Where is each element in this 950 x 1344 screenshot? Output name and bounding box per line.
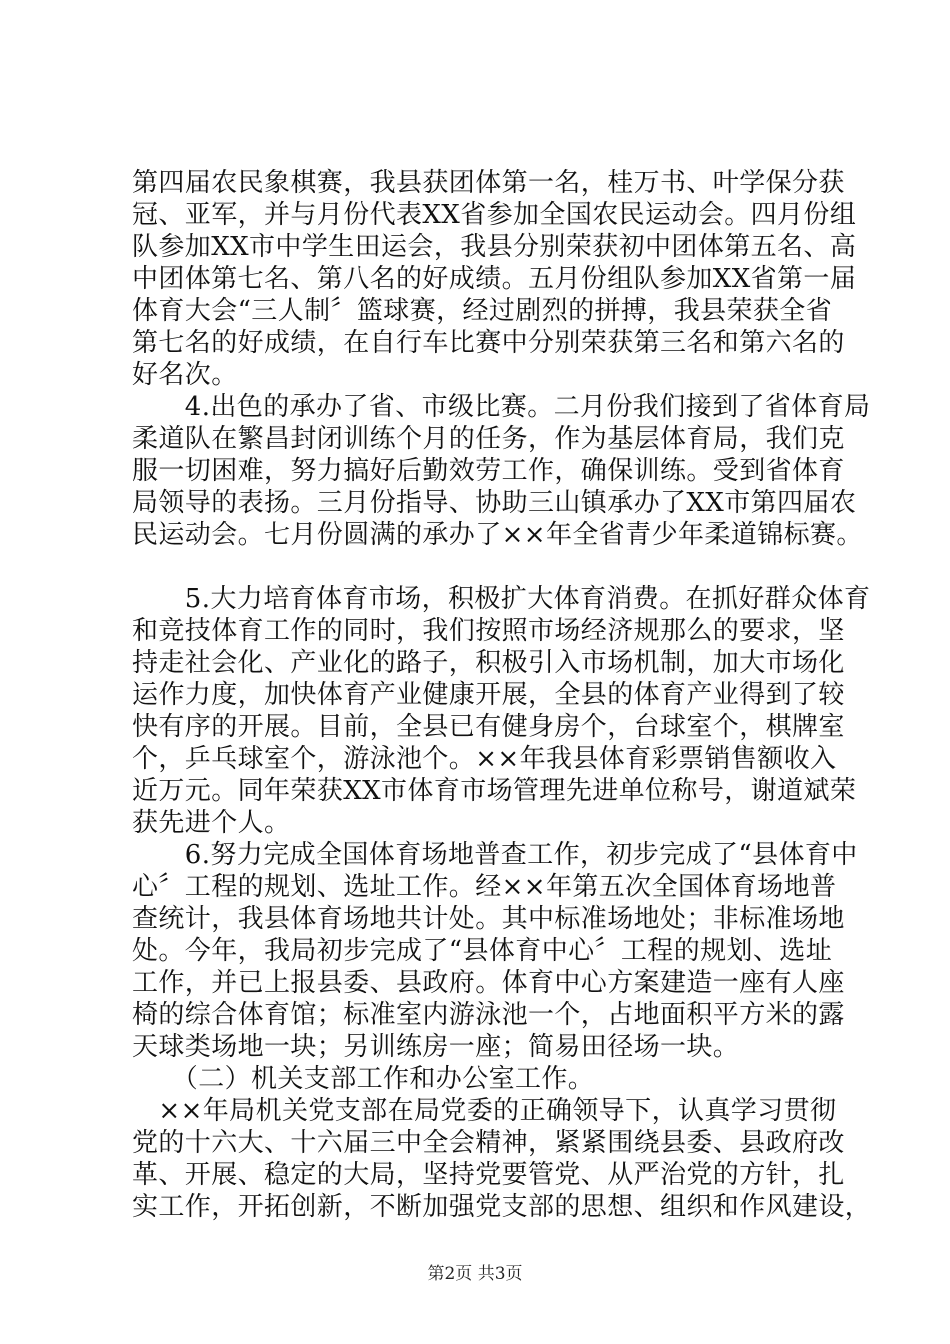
text-line: 民运动会。七月份圆满的承办了××年全省青少年柔道锦标赛。: [132, 520, 863, 550]
text-line: 中团体第七名、第八名的好成绩。五月份组队参加XX省第一届: [132, 264, 857, 294]
document-body: [132, 167, 872, 1223]
text-line: 好名次。: [132, 360, 238, 390]
text-line: 服一切困难，努力搞好后勤效劳工作，确保训练。受到省体育: [132, 456, 845, 486]
text-line: 柔道队在繁昌封闭训练个月的任务，作为基层体育局，我们克: [132, 424, 845, 454]
section-heading: （二）机关支部工作和办公室工作。: [132, 1064, 595, 1094]
text-line: 队参加XX市中学生田运会，我县分别荣获初中团体第五名、高: [132, 232, 857, 262]
text-line: 心〞工程的规划、选址工作。经××年第五次全国体育场地普: [132, 872, 837, 902]
text-line: 第七名的好成绩，在自行车比赛中分别荣获第三名和第六名的: [132, 328, 845, 358]
text-line: 查统计，我县体育场地共计处。其中标准场地处；非标准场地: [132, 904, 845, 934]
text-line: 第四届农民象棋赛，我县获团体第一名，桂万书、叶学保分获: [132, 168, 845, 198]
text-line: 革、开展、稳定的大局，坚持党要管党、从严治党的方针，扎: [132, 1160, 845, 1190]
text-line: 快有序的开展。目前，全县已有健身房个，台球室个，棋牌室: [132, 712, 845, 742]
text-line: 天球类场地一块；另训练房一座；简易田径场一块。: [132, 1032, 740, 1062]
text-line: 冠、亚军，并与月份代表XX省参加全国农民运动会。四月份组: [132, 200, 857, 230]
text-line: 运作力度，加快体育产业健康开展，全县的体育产业得到了较: [132, 680, 845, 710]
text-line: 个，乒乓球室个，游泳池个。××年我县体育彩票销售额收入: [132, 744, 837, 774]
text-line: 和竞技体育工作的同时，我们按照市场经济规那么的要求，坚: [132, 616, 845, 646]
page-number-footer: 第2页 共3页: [427, 1264, 523, 1284]
text-line: 实工作，开拓创新，不断加强党支部的思想、组织和作风建设，: [132, 1192, 872, 1222]
text-line: 椅的综合体育馆；标准室内游泳池一个，占地面积平方米的露: [132, 1000, 845, 1030]
text-line: 5.大力培育体育市场，积极扩大体育消费。在抓好群众体育: [132, 584, 871, 614]
text-line: 持走社会化、产业化的路子，积极引入市场机制，加大市场化: [132, 648, 845, 678]
text-line: 处。今年，我局初步完成了“县体育中心〞工程的规划、选址: [132, 936, 833, 966]
text-line: ××年局机关党支部在局党委的正确领导下，认真学习贯彻: [132, 1096, 837, 1126]
text-line: 4.出色的承办了省、市级比赛。二月份我们接到了省体育局: [132, 392, 871, 422]
text-line: 体育大会“三人制〞篮球赛，经过剧烈的拼搏，我县荣获全省: [132, 296, 833, 326]
text-line: 工作，并已上报县委、县政府。体育中心方案建造一座有人座: [132, 968, 845, 998]
text-line: 6.努力完成全国体育场地普查工作，初步完成了“县体育中: [132, 840, 858, 870]
text-line: 获先进个人。: [132, 808, 291, 838]
text-line: 局领导的表扬。三月份指导、协助三山镇承办了XX市第四届农: [132, 488, 857, 518]
text-line: 党的十六大、十六届三中全会精神，紧紧围绕县委、县政府改: [132, 1128, 845, 1158]
text-line: 近万元。同年荣获XX市体育市场管理先进单位称号，谢道斌荣: [132, 776, 857, 806]
